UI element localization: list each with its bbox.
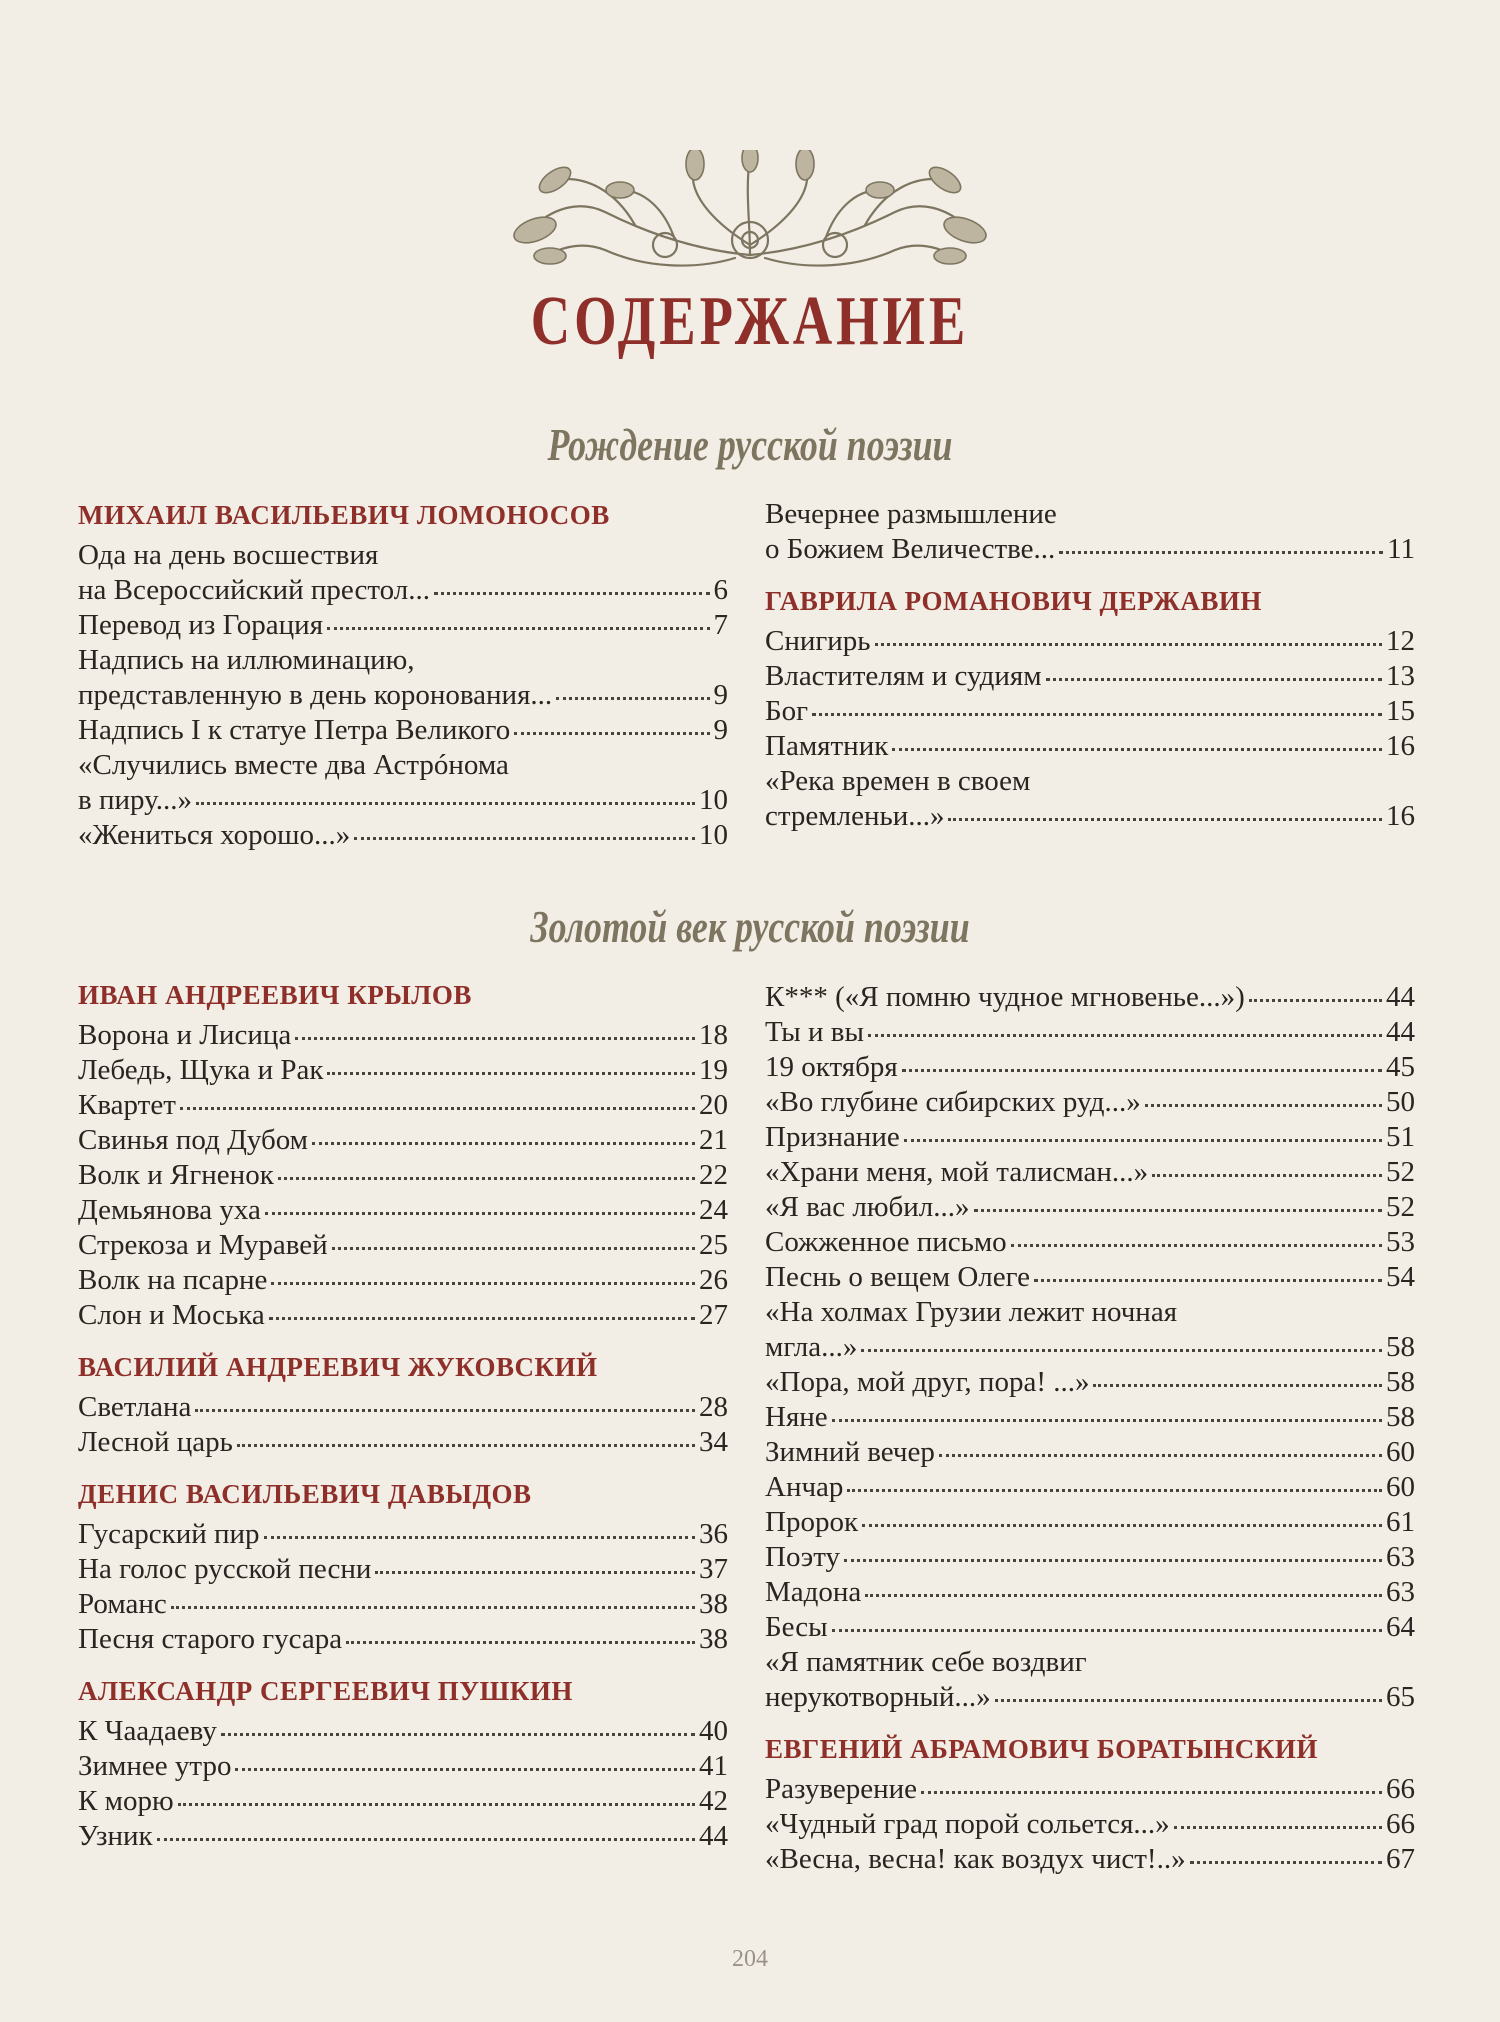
entry-title: Лесной царь [78, 1426, 233, 1458]
entry-page-number: 10 [699, 784, 728, 816]
entry-line [765, 1260, 1415, 1295]
toc-entry [765, 497, 1415, 567]
entry-line [765, 1610, 1415, 1645]
toc-entry [765, 729, 1415, 764]
entry-line [765, 1575, 1415, 1610]
toc-entry [765, 1435, 1415, 1470]
toc-column-left [78, 975, 728, 1868]
entry-line [765, 1435, 1415, 1470]
entry-line [78, 678, 728, 713]
entry-page-number: 38 [699, 1588, 728, 1620]
toc-entry [78, 713, 728, 748]
toc-entry [765, 1155, 1415, 1190]
entry-page-number: 13 [1386, 660, 1415, 692]
entry-title: в пиру...» [78, 784, 192, 816]
dot-leader [235, 1768, 695, 1771]
toc-entry [765, 1610, 1415, 1645]
dot-leader [556, 697, 709, 700]
entry-list [765, 980, 1415, 1715]
entry-page-number: 18 [699, 1019, 728, 1051]
entry-page-number: 63 [1386, 1576, 1415, 1608]
entry-title: «Чудный град порой сольется...» [765, 1808, 1170, 1840]
entry-title: Песнь о вещем Олеге [765, 1261, 1031, 1293]
entry-page-number: 6 [713, 574, 728, 606]
entry-page-number: 26 [699, 1264, 728, 1296]
toc-entry [765, 1050, 1415, 1085]
toc-entry [78, 1123, 728, 1158]
toc-entry [78, 643, 728, 713]
toc-entry [78, 1819, 728, 1854]
entry-line [765, 1050, 1415, 1085]
entry-list [78, 538, 728, 853]
toc-column-right [765, 980, 1415, 1891]
entry-list [765, 624, 1415, 834]
entry-title: Сожженное письмо [765, 1226, 1007, 1258]
page-title: СОДЕРЖАНИЕ [530, 283, 970, 360]
dot-leader [995, 1699, 1382, 1702]
dot-leader [178, 1803, 695, 1806]
toc-entry [765, 1645, 1415, 1715]
entry-line [765, 1015, 1415, 1050]
dot-leader [862, 1524, 1382, 1527]
entry-title: Поэту [765, 1541, 841, 1573]
dot-leader [832, 1629, 1382, 1632]
entry-page-number: 28 [699, 1391, 728, 1423]
entry-page-number: 61 [1386, 1506, 1415, 1538]
section-heading: Рождение русской поэзии [547, 419, 953, 470]
entry-line [78, 1390, 728, 1425]
entry-line [765, 1505, 1415, 1540]
entry-title-line: Надпись на иллюминацию, [78, 644, 415, 676]
dot-leader [1011, 1244, 1382, 1247]
entry-title: Узник [78, 1820, 153, 1852]
entry-title: «Во глубине сибирских руд...» [765, 1086, 1141, 1118]
toc-entry [78, 1552, 728, 1587]
entry-title-line: Вечернее размышление [765, 498, 1057, 530]
dot-leader [327, 627, 709, 630]
dot-leader [264, 1536, 695, 1539]
entry-line [78, 713, 728, 748]
entry-title: «Я вас любил...» [765, 1191, 970, 1223]
entry-title: Демьянова уха [78, 1194, 261, 1226]
toc-entry [765, 1400, 1415, 1435]
entry-line [765, 694, 1415, 729]
entry-line [78, 1088, 728, 1123]
entry-line [78, 608, 728, 643]
entry-line [765, 1842, 1415, 1877]
entry-page-number: 11 [1387, 533, 1415, 565]
entry-title: К*** («Я помню чудное мгновенье...») [765, 981, 1245, 1013]
entry-title-line: Ода на день восшествия [78, 539, 379, 571]
toc-entry [765, 1260, 1415, 1295]
entry-title: Властителям и судиям [765, 660, 1042, 692]
entry-title: Песня старого гусара [78, 1623, 343, 1655]
entry-line [765, 1540, 1415, 1575]
entry-list [765, 497, 1415, 567]
dot-leader [434, 592, 710, 595]
entry-title: Зимний вечер [765, 1436, 935, 1468]
entry-line [78, 1587, 728, 1622]
entry-line [78, 783, 728, 818]
dot-leader [904, 1139, 1382, 1142]
toc-entry [78, 608, 728, 643]
entry-page-number: 41 [699, 1750, 728, 1782]
entry-title: К морю [78, 1785, 174, 1817]
toc-entry [78, 1517, 728, 1552]
entry-title: Квартет [78, 1089, 176, 1121]
dot-leader [196, 802, 695, 805]
entry-page-number: 34 [699, 1426, 728, 1458]
entry-line [765, 624, 1415, 659]
entry-title: Разуверение [765, 1773, 918, 1805]
toc-entry [78, 1390, 728, 1425]
entry-line [78, 818, 728, 853]
entry-line [78, 1263, 728, 1298]
entry-list [78, 1018, 728, 1333]
toc-entry [78, 1088, 728, 1123]
author-heading: МИХАИЛ ВАСИЛЬЕВИЧ ЛОМОНОСОВ [78, 500, 610, 530]
entry-title: Волк на псарне [78, 1264, 268, 1296]
entry-list [78, 1517, 728, 1657]
entry-title: «Храни меня, мой талисман...» [765, 1156, 1149, 1188]
entry-line [765, 1190, 1415, 1225]
toc-entry [78, 1622, 728, 1657]
entry-title: Надпись I к статуе Петра Великого [78, 714, 511, 746]
entry-title: Снигирь [765, 625, 871, 657]
entry-page-number: 20 [699, 1089, 728, 1121]
dot-leader [195, 1409, 695, 1412]
toc-entry [78, 1053, 728, 1088]
entry-title: Слон и Моська [78, 1299, 265, 1331]
entry-title: Признание [765, 1121, 900, 1153]
entry-page-number: 52 [1386, 1191, 1415, 1223]
entry-line [78, 1193, 728, 1228]
dot-leader [295, 1037, 695, 1040]
entry-title: На голос русской песни [78, 1553, 372, 1585]
dot-leader [514, 732, 709, 735]
entry-title-line: «Я памятник себе воздвиг [765, 1646, 1087, 1678]
dot-leader [939, 1454, 1382, 1457]
toc-entry [765, 659, 1415, 694]
entry-title: Волк и Ягненок [78, 1159, 274, 1191]
entry-page-number: 65 [1386, 1681, 1415, 1713]
toc-entry [765, 1807, 1415, 1842]
dot-leader [1190, 1861, 1382, 1864]
dot-leader [1046, 678, 1382, 681]
entry-page-number: 64 [1386, 1611, 1415, 1643]
toc-entry [765, 1190, 1415, 1225]
dot-leader [312, 1142, 695, 1145]
entry-title: Анчар [765, 1471, 844, 1503]
entry-title: Гусарский пир [78, 1518, 260, 1550]
entry-title: Ты и вы [765, 1016, 864, 1048]
author-heading: АЛЕКСАНДР СЕРГЕЕВИЧ ПУШКИН [78, 1676, 573, 1706]
entry-title: нерукотворный...» [765, 1681, 991, 1713]
floral-ornament-icon [495, 150, 1005, 280]
entry-title: «Пора, мой друг, пора! ...» [765, 1366, 1090, 1398]
entry-line [78, 1749, 728, 1784]
dot-leader [269, 1317, 695, 1320]
entry-line [765, 1470, 1415, 1505]
dot-leader [861, 1349, 1382, 1352]
entry-title: о Божием Величестве... [765, 533, 1056, 565]
entry-line [765, 1225, 1415, 1260]
dot-leader [180, 1107, 695, 1110]
dot-leader [327, 1072, 695, 1075]
entry-line [765, 1400, 1415, 1435]
entry-line [78, 1784, 728, 1819]
entry-title: К Чаадаеву [78, 1715, 217, 1747]
toc-entry [765, 1015, 1415, 1050]
toc-entry [765, 1295, 1415, 1365]
entry-page-number: 67 [1386, 1843, 1415, 1875]
dot-leader [875, 643, 1382, 646]
entry-page-number: 40 [699, 1715, 728, 1747]
entry-title: Пророк [765, 1506, 859, 1538]
toc-entry [78, 1158, 728, 1193]
entry-page-number: 15 [1386, 695, 1415, 727]
toc-entry [78, 818, 728, 853]
entry-page-number: 51 [1386, 1121, 1415, 1153]
entry-title: «Жениться хорошо...» [78, 819, 351, 851]
dot-leader [844, 1559, 1382, 1562]
dot-leader [974, 1209, 1382, 1212]
entry-page-number: 22 [699, 1159, 728, 1191]
dot-leader [921, 1791, 1382, 1794]
entry-page-number: 60 [1386, 1471, 1415, 1503]
entry-line [765, 1085, 1415, 1120]
toc-column-right [765, 497, 1415, 848]
entry-page-number: 19 [699, 1054, 728, 1086]
dot-leader [812, 713, 1382, 716]
entry-page-number: 36 [699, 1518, 728, 1550]
entry-page-number: 58 [1386, 1401, 1415, 1433]
entry-page-number: 25 [699, 1229, 728, 1261]
entry-page-number: 52 [1386, 1156, 1415, 1188]
entry-line [78, 1517, 728, 1552]
dot-leader [375, 1571, 695, 1574]
entry-line [78, 1819, 728, 1854]
dot-leader [1059, 551, 1383, 554]
entry-line [765, 729, 1415, 764]
dot-leader [237, 1444, 695, 1447]
dot-leader [948, 818, 1382, 821]
entry-line [765, 799, 1415, 834]
toc-entry [78, 1784, 728, 1819]
entry-list [78, 1390, 728, 1460]
entry-title: «Весна, весна! как воздух чист!..» [765, 1843, 1186, 1875]
section-heading: Золотой век русской поэзии [530, 901, 970, 952]
entry-line [765, 1807, 1415, 1842]
dot-leader [1152, 1174, 1382, 1177]
dot-leader [1093, 1384, 1382, 1387]
author-heading: ВАСИЛИЙ АНДРЕЕВИЧ ЖУКОВСКИЙ [78, 1352, 598, 1382]
entry-page-number: 44 [699, 1820, 728, 1852]
toc-entry [78, 1587, 728, 1622]
entry-line [78, 573, 728, 608]
entry-line [78, 1425, 728, 1460]
toc-column-left [78, 495, 728, 867]
toc-entry [765, 980, 1415, 1015]
entry-title: Романс [78, 1588, 167, 1620]
entry-title: представленную в день коронования... [78, 679, 553, 711]
toc-entry [765, 1470, 1415, 1505]
entry-title: Бесы [765, 1611, 828, 1643]
entry-title: Мадона [765, 1576, 862, 1608]
entry-page-number: 16 [1386, 800, 1415, 832]
entry-line [765, 1365, 1415, 1400]
entry-title: Зимнее утро [78, 1750, 232, 1782]
entry-page-number: 53 [1386, 1226, 1415, 1258]
entry-page-number: 66 [1386, 1773, 1415, 1805]
entry-line [78, 1622, 728, 1657]
toc-entry [765, 1575, 1415, 1610]
toc-entry [765, 1842, 1415, 1877]
dot-leader [354, 837, 695, 840]
dot-leader [892, 748, 1382, 751]
entry-page-number: 12 [1386, 625, 1415, 657]
toc-entry [765, 624, 1415, 659]
dot-leader [265, 1212, 695, 1215]
toc-entry [765, 1540, 1415, 1575]
dot-leader [346, 1641, 695, 1644]
entry-page-number: 66 [1386, 1808, 1415, 1840]
entry-title: Светлана [78, 1391, 192, 1423]
entry-page-number: 63 [1386, 1541, 1415, 1573]
entry-line [78, 1552, 728, 1587]
entry-page-number: 38 [699, 1623, 728, 1655]
dot-leader [171, 1606, 695, 1609]
entry-line [78, 1228, 728, 1263]
entry-page-number: 10 [699, 819, 728, 851]
toc-entry [765, 1772, 1415, 1807]
page-number: 204 [732, 1946, 768, 1972]
author-heading: ЕВГЕНИЙ АБРАМОВИЧ БОРАТЫНСКИЙ [765, 1734, 1318, 1764]
dot-leader [847, 1489, 1382, 1492]
toc-entry [765, 1120, 1415, 1155]
entry-title: Лебедь, Щука и Рак [78, 1054, 324, 1086]
author-heading: ДЕНИС ВАСИЛЬЕВИЧ ДАВЫДОВ [78, 1479, 532, 1509]
entry-title: Стрекоза и Муравей [78, 1229, 328, 1261]
entry-page-number: 54 [1386, 1261, 1415, 1293]
entry-list [78, 1714, 728, 1854]
entry-line [78, 1158, 728, 1193]
entry-title: на Всероссийский престол... [78, 574, 430, 606]
dot-leader [1249, 999, 1382, 1002]
entry-title: стремленьи...» [765, 800, 945, 832]
entry-page-number: 42 [699, 1785, 728, 1817]
toc-entry [765, 1365, 1415, 1400]
dot-leader [271, 1282, 695, 1285]
toc-entry [765, 764, 1415, 834]
dot-leader [832, 1419, 1382, 1422]
entry-page-number: 37 [699, 1553, 728, 1585]
entry-line [765, 1772, 1415, 1807]
entry-title-line: «На холмах Грузии лежит ночная [765, 1296, 1178, 1328]
dot-leader [1174, 1826, 1382, 1829]
entry-title-line: «Река времен в своем [765, 765, 1031, 797]
dot-leader [1034, 1279, 1382, 1282]
entry-line [765, 980, 1415, 1015]
entry-line [765, 1120, 1415, 1155]
dot-leader [1145, 1104, 1382, 1107]
entry-title: Ворона и Лисица [78, 1019, 292, 1051]
toc-entry [765, 694, 1415, 729]
entry-list [765, 1772, 1415, 1877]
entry-line [78, 1298, 728, 1333]
toc-entry [78, 1749, 728, 1784]
dot-leader [221, 1733, 695, 1736]
toc-entry [78, 1298, 728, 1333]
entry-title: 19 октября [765, 1051, 898, 1083]
toc-entry [765, 1225, 1415, 1260]
entry-title-line: «Случились вместе два Астрóнома [78, 749, 509, 781]
entry-line [765, 1680, 1415, 1715]
entry-page-number: 50 [1386, 1086, 1415, 1118]
entry-title: мгла...» [765, 1331, 858, 1363]
toc-entry [78, 748, 728, 818]
entry-title: Памятник [765, 730, 889, 762]
entry-page-number: 16 [1386, 730, 1415, 762]
entry-line [765, 532, 1415, 567]
toc-entry [765, 1505, 1415, 1540]
toc-entry [78, 1193, 728, 1228]
entry-page-number: 44 [1386, 1016, 1415, 1048]
entry-line [765, 1155, 1415, 1190]
dot-leader [332, 1247, 695, 1250]
dot-leader [865, 1594, 1382, 1597]
dot-leader [278, 1177, 695, 1180]
entry-line [78, 1053, 728, 1088]
entry-title: Няне [765, 1401, 828, 1433]
entry-page-number: 9 [713, 679, 728, 711]
entry-page-number: 27 [699, 1299, 728, 1331]
entry-page-number: 7 [713, 609, 728, 641]
toc-entry [78, 1425, 728, 1460]
entry-title: Перевод из Горация [78, 609, 324, 641]
entry-line [78, 1123, 728, 1158]
entry-page-number: 45 [1386, 1051, 1415, 1083]
entry-line [78, 1018, 728, 1053]
entry-page-number: 9 [713, 714, 728, 746]
dot-leader [868, 1034, 1382, 1037]
toc-entry [78, 538, 728, 608]
dot-leader [157, 1838, 695, 1841]
entry-page-number: 21 [699, 1124, 728, 1156]
toc-entry [765, 1085, 1415, 1120]
entry-line [78, 1714, 728, 1749]
entry-page-number: 58 [1386, 1331, 1415, 1363]
entry-title: Свинья под Дубом [78, 1124, 309, 1156]
toc-entry [78, 1263, 728, 1298]
dot-leader [902, 1069, 1382, 1072]
author-heading: ИВАН АНДРЕЕВИЧ КРЫЛОВ [78, 980, 472, 1010]
entry-line [765, 659, 1415, 694]
entry-page-number: 58 [1386, 1366, 1415, 1398]
entry-page-number: 44 [1386, 981, 1415, 1013]
entry-line [765, 1330, 1415, 1365]
toc-entry [78, 1228, 728, 1263]
toc-entry [78, 1018, 728, 1053]
author-heading: ГАВРИЛА РОМАНОВИЧ ДЕРЖАВИН [765, 586, 1262, 616]
entry-title: Бог [765, 695, 809, 727]
entry-page-number: 60 [1386, 1436, 1415, 1468]
entry-page-number: 24 [699, 1194, 728, 1226]
toc-entry [78, 1714, 728, 1749]
